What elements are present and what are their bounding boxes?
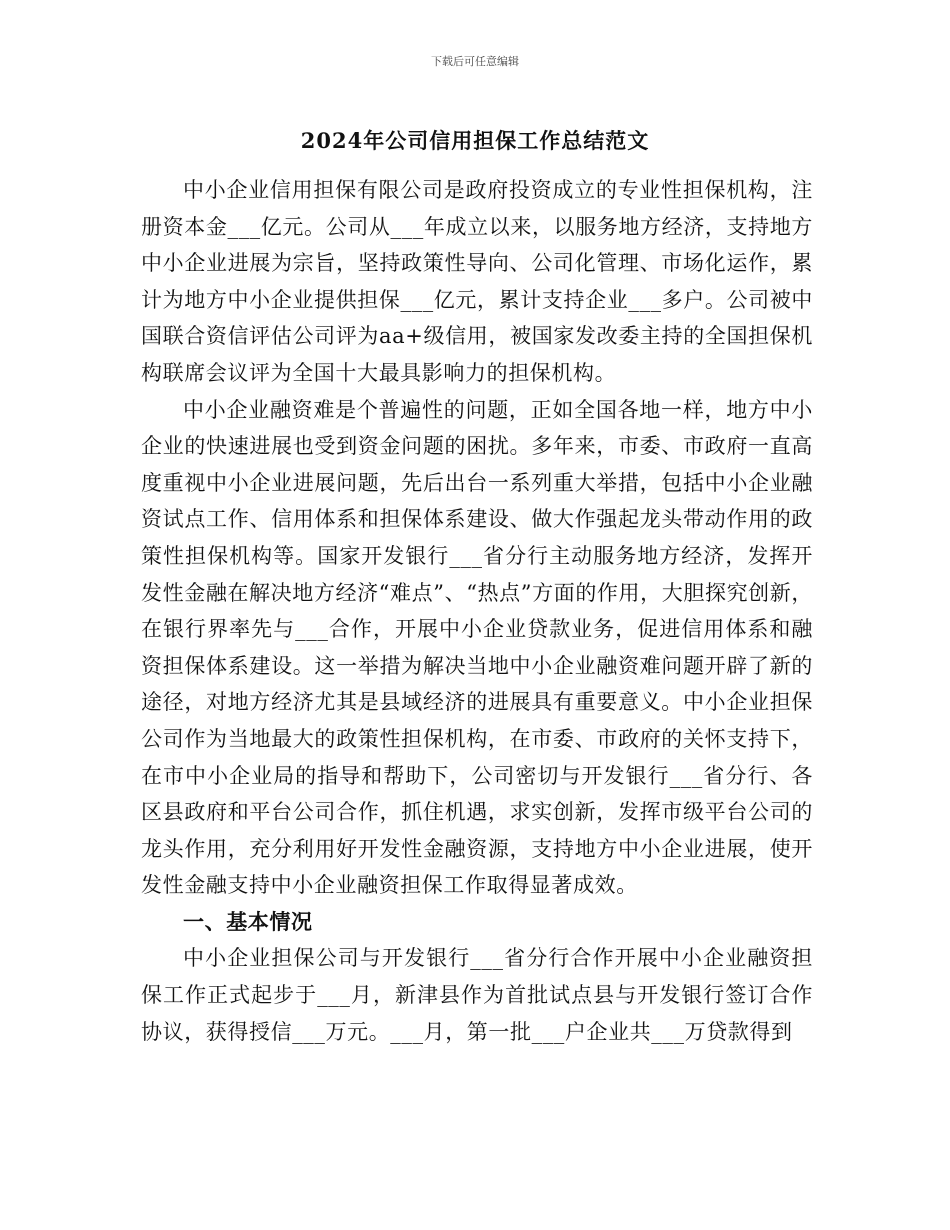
document-title: 2024年公司信用担保工作总结范文 bbox=[300, 128, 650, 153]
section-heading: 一、基本情况 bbox=[183, 908, 313, 934]
document-body bbox=[141, 172, 813, 1050]
paragraph-basic-situation: 中小企业担保公司与开发银行___省分行合作开展中小企业融资担保工作正式起步于___月，新津县作为首批试点县与开发银行签订合作协议，获得授信___万元。___月，第一批___户企业共___万贷款得到 bbox=[141, 946, 813, 1044]
paragraph-intro: 中小企业信用担保有限公司是政府投资成立的专业性担保机构，注册资本金___亿元。公司从___年成立以来，以服务地方经济，支持地方中小企业进展为宗旨，坚持政策性导向、公司化管理、市场化运作，累计为地方中小企业提供担保___亿元，累计支持企业___多户。公司被中国联合资信评估公司评为aa+级信用，被国家发改委主持的全国担保机构联席会议评为全国十大最具影响力的担保机构。 bbox=[141, 178, 813, 385]
header-note: 下载后可任意编辑 bbox=[431, 55, 519, 68]
paragraph-financing: 中小企业融资难是个普遍性的问题，正如全国各地一样，地方中小企业的快速进展也受到资金问题的困扰。多年来，市委、市政府一直高度重视中小企业进展问题，先后出台一系列重大举措，包括中小企业融资试点工作、信用体系和担保体系建设、做大作强起龙头带动作用的政策性担保机构等。国家开发银行___省分行主动服务地方经济，发挥开发性金融在解决地方经济“难点”、“热点”方面的作用，大胆探究创新，在银行界率先与___合作，开展中小企业贷款业务，促进信用体系和融资担保体系建设。这一举措为解决当地中小企业融资难问题开辟了新的途径，对地方经济尤其是县域经济的进展具有重要意义。中小企业担保公司作为当地最大的政策性担保机构，在市委、市政府的关怀支持下，在市中小企业局的指导和帮助下，公司密切与开发银行___省分行、各区县政府和平台公司合作，抓住机遇，求实创新，发挥市级平台公司的龙头作用，充分利用好开发性金融资源，支持地方中小企业进展，使开发性金融支持中小企业融资担保工作取得显著成效。 bbox=[141, 397, 813, 898]
